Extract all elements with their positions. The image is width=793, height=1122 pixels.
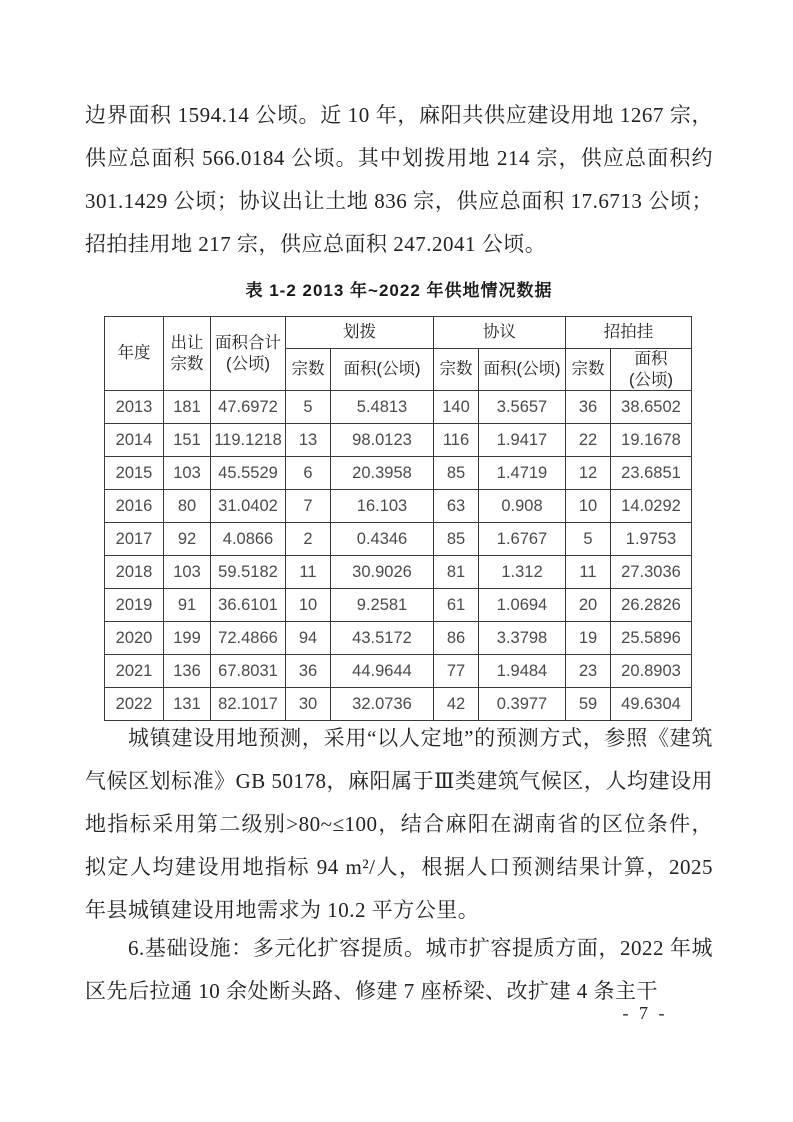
table-cell: 20.3958 — [331, 457, 434, 490]
table-body — [105, 391, 692, 721]
table-cell: 59.5182 — [211, 556, 286, 589]
table-cell: 67.8031 — [211, 655, 286, 688]
table-cell: 32.0736 — [331, 688, 434, 721]
table-cell: 103 — [164, 457, 211, 490]
table-cell: 31.0402 — [211, 490, 286, 523]
table-cell: 1.9484 — [479, 655, 566, 688]
table-cell: 10 — [286, 589, 331, 622]
table-cell: 16.103 — [331, 490, 434, 523]
table-cell: 9.2581 — [331, 589, 434, 622]
table-cell: 136 — [164, 655, 211, 688]
table-cell: 23.6851 — [611, 457, 692, 490]
col-header-auction-count: 宗数 — [566, 349, 611, 391]
table-row — [105, 391, 692, 424]
table-cell: 0.3977 — [479, 688, 566, 721]
table-row — [105, 523, 692, 556]
table-row — [105, 424, 692, 457]
table-cell: 47.6972 — [211, 391, 286, 424]
table-row — [105, 556, 692, 589]
table-row — [105, 622, 692, 655]
col-header-auction-area-line1: 面积 — [634, 350, 668, 368]
table-cell: 1.9417 — [479, 424, 566, 457]
table-cell: 2015 — [105, 457, 164, 490]
paragraph-land-supply-summary: 边界面积 1594.14 公顷。近 10 年，麻阳共供应建设用地 1267 宗，供应总面积 566.0184 公顷。其中划拨用地 214 宗，供应总面积约 301.1429 公顷；协议出让土地 836 宗，供应总面积 17.6713 公顷；招拍挂用地 217 宗，供应总面积 247.2041 公顷。 — [85, 103, 713, 256]
col-header-total-area — [211, 317, 286, 391]
table-cell: 1.0694 — [479, 589, 566, 622]
table-row — [105, 490, 692, 523]
table-cell: 12 — [566, 457, 611, 490]
col-header-transfer-count-line2: 宗数 — [170, 354, 204, 373]
table-cell: 119.1218 — [211, 424, 286, 457]
table-cell: 2022 — [105, 688, 164, 721]
table-cell: 82.1017 — [211, 688, 286, 721]
table-cell: 2021 — [105, 655, 164, 688]
table-cell: 1.312 — [479, 556, 566, 589]
table-cell: 20 — [566, 589, 611, 622]
table-cell: 25.5896 — [611, 622, 692, 655]
table-cell: 7 — [286, 490, 331, 523]
page-number: - 7 - — [622, 1003, 668, 1023]
table-cell: 80 — [164, 490, 211, 523]
table-cell: 43.5172 — [331, 622, 434, 655]
table-cell: 30.9026 — [331, 556, 434, 589]
col-header-auction-area — [611, 349, 692, 391]
table-row — [105, 655, 692, 688]
col-header-total-area-line2: (公顷) — [226, 354, 270, 373]
col-header-auction-area-line2: (公顷) — [629, 370, 673, 389]
table-cell: 2013 — [105, 391, 164, 424]
table-cell: 3.5657 — [479, 391, 566, 424]
table-cell: 85 — [434, 457, 479, 490]
col-header-agreement-count: 宗数 — [434, 349, 479, 391]
table-cell: 36 — [566, 391, 611, 424]
table-cell: 2019 — [105, 589, 164, 622]
table-cell: 11 — [286, 556, 331, 589]
col-header-transfer-count-line1: 出让 — [170, 334, 204, 352]
table-cell: 59 — [566, 688, 611, 721]
table-cell: 2018 — [105, 556, 164, 589]
table-cell: 140 — [434, 391, 479, 424]
col-header-year: 年度 — [105, 317, 164, 391]
table-cell: 42 — [434, 688, 479, 721]
table-cell: 72.4866 — [211, 622, 286, 655]
col-group-allocation: 划拨 — [286, 317, 434, 349]
table-cell: 13 — [286, 424, 331, 457]
table-cell: 92 — [164, 523, 211, 556]
paragraph-land-prediction: 城镇建设用地预测，采用“以人定地”的预测方式，参照《建筑气候区划标准》GB 50178，麻阳属于Ⅲ类建筑气候区，人均建设用地指标采用第二级别>80~≤100，结合麻阳在湖南省的区位条件，拟定人均建设用地指标 94 m²/人，根据人口预测结果计算，2025 年县城镇建设用地需求为 10.2 平方公里。 — [85, 726, 713, 922]
table-cell: 11 — [566, 556, 611, 589]
col-header-allocation-area: 面积(公顷) — [331, 349, 434, 391]
table-cell: 86 — [434, 622, 479, 655]
table-cell: 27.3036 — [611, 556, 692, 589]
table-cell: 2017 — [105, 523, 164, 556]
table-cell: 36 — [286, 655, 331, 688]
table-cell: 36.6101 — [211, 589, 286, 622]
table-cell: 5 — [286, 391, 331, 424]
col-header-allocation-count: 宗数 — [286, 349, 331, 391]
land-supply-table — [104, 316, 692, 721]
table-cell: 131 — [164, 688, 211, 721]
table-cell: 14.0292 — [611, 490, 692, 523]
col-header-total-area-line1: 面积合计 — [215, 334, 281, 352]
table-cell: 38.6502 — [611, 391, 692, 424]
table-cell: 44.9644 — [331, 655, 434, 688]
table-cell: 4.0866 — [211, 523, 286, 556]
table-cell: 30 — [286, 688, 331, 721]
table-cell: 98.0123 — [331, 424, 434, 457]
table-cell: 151 — [164, 424, 211, 457]
table-cell: 20.8903 — [611, 655, 692, 688]
table-cell: 0.908 — [479, 490, 566, 523]
table-cell: 10 — [566, 490, 611, 523]
table-cell: 19.1678 — [611, 424, 692, 457]
table-cell: 181 — [164, 391, 211, 424]
table-cell: 103 — [164, 556, 211, 589]
table-cell: 19 — [566, 622, 611, 655]
table-cell: 91 — [164, 589, 211, 622]
col-header-agreement-area: 面积(公顷) — [479, 349, 566, 391]
table-cell: 1.4719 — [479, 457, 566, 490]
table-caption: 表 1-2 2013 年~2022 年供地情况数据 — [245, 281, 553, 300]
table-cell: 5 — [566, 523, 611, 556]
table-cell: 2014 — [105, 424, 164, 457]
col-group-auction: 招拍挂 — [566, 317, 692, 349]
table-cell: 22 — [566, 424, 611, 457]
table-cell: 23 — [566, 655, 611, 688]
table-cell: 85 — [434, 523, 479, 556]
table-cell: 63 — [434, 490, 479, 523]
table-cell: 1.9753 — [611, 523, 692, 556]
table-cell: 49.6304 — [611, 688, 692, 721]
table-cell: 2 — [286, 523, 331, 556]
table-row — [105, 457, 692, 490]
table-cell: 116 — [434, 424, 479, 457]
table-cell: 199 — [164, 622, 211, 655]
table-cell: 77 — [434, 655, 479, 688]
table-cell: 2020 — [105, 622, 164, 655]
col-group-agreement: 协议 — [434, 317, 566, 349]
table-cell: 1.6767 — [479, 523, 566, 556]
table-cell: 26.2826 — [611, 589, 692, 622]
paragraph-infrastructure: 6.基础设施：多元化扩容提质。城市扩容提质方面，2022 年城区先后拉通 10 余处断头路、修建 7 座桥梁、改扩建 4 条主干 — [85, 936, 713, 1003]
table-cell: 6 — [286, 457, 331, 490]
table-row — [105, 589, 692, 622]
table-cell: 45.5529 — [211, 457, 286, 490]
table-cell: 2016 — [105, 490, 164, 523]
col-header-transfer-count — [164, 317, 211, 391]
table-row — [105, 688, 692, 721]
table-cell: 94 — [286, 622, 331, 655]
table-cell: 3.3798 — [479, 622, 566, 655]
table-cell: 61 — [434, 589, 479, 622]
table-cell: 81 — [434, 556, 479, 589]
table-cell: 5.4813 — [331, 391, 434, 424]
table-cell: 0.4346 — [331, 523, 434, 556]
